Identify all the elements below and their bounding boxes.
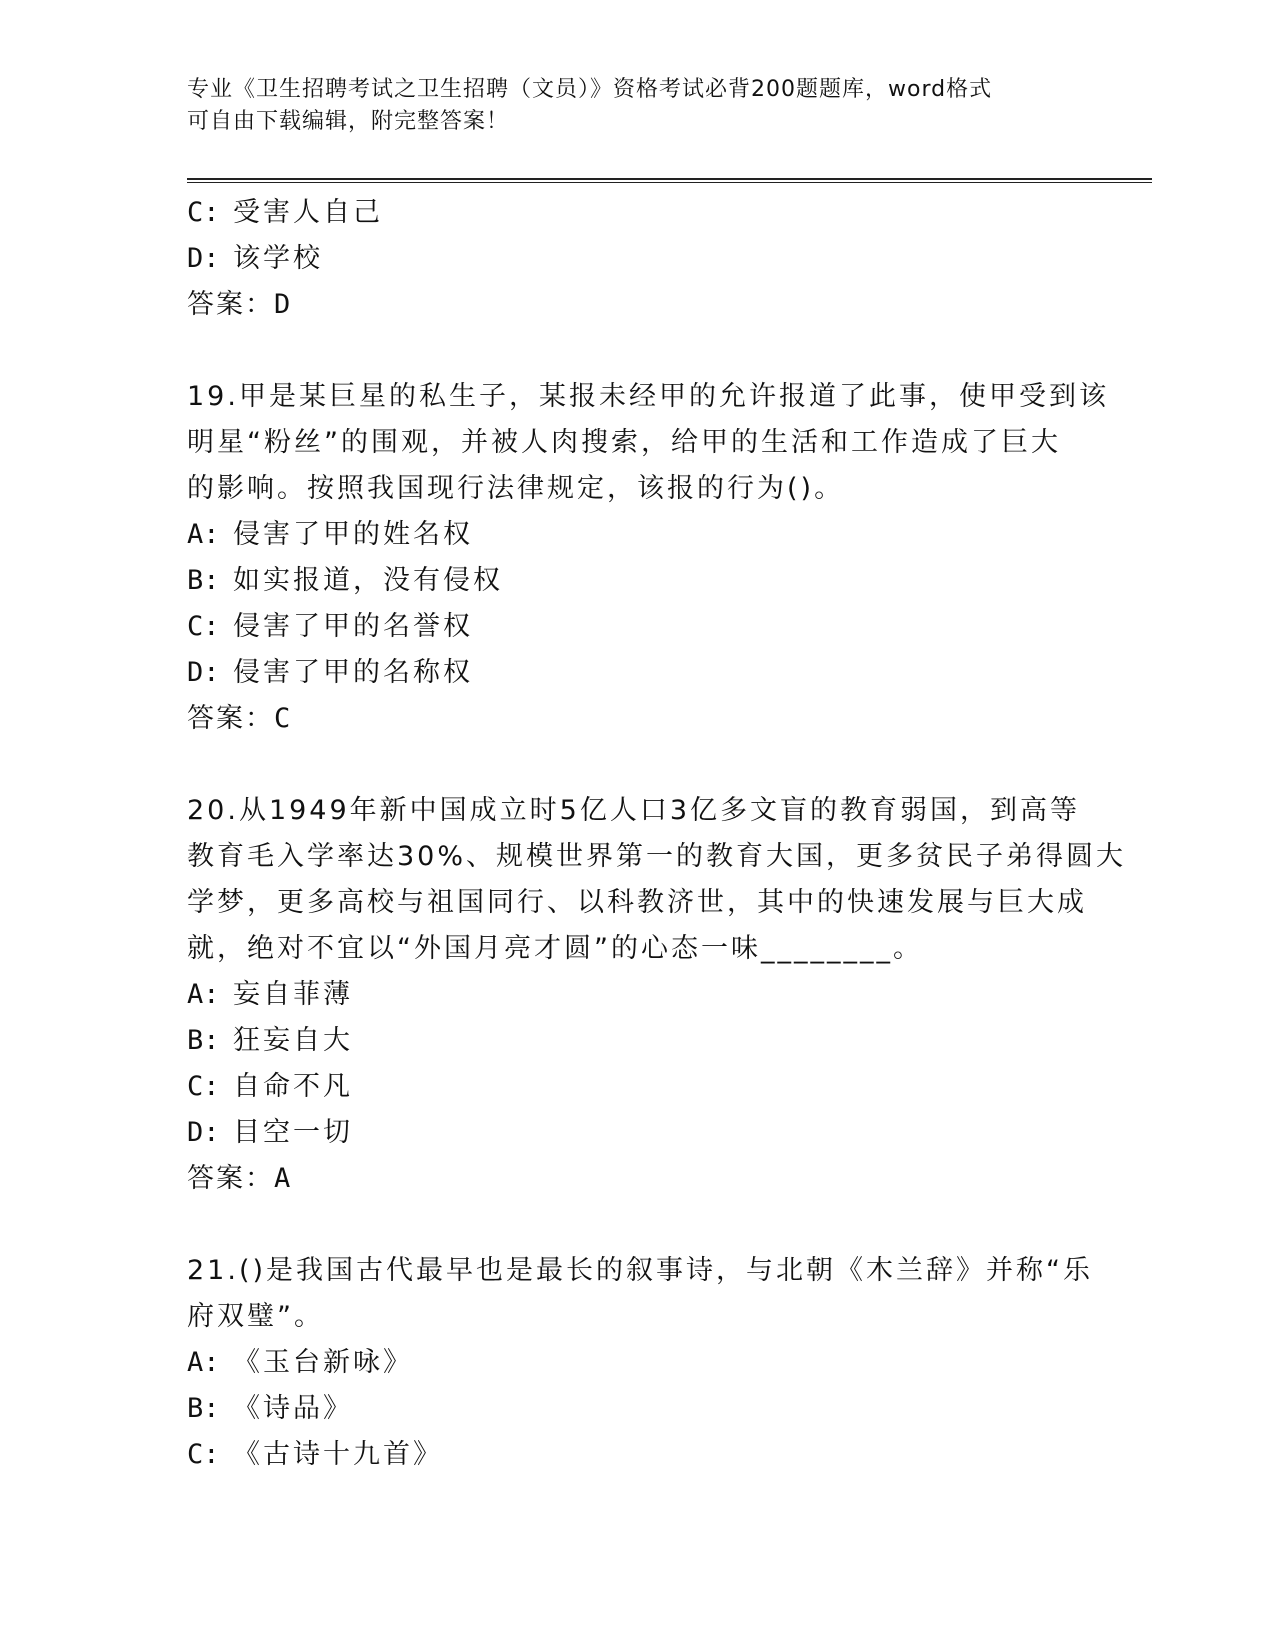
option-label: D: — [187, 1117, 220, 1148]
option-label: B: — [187, 1025, 220, 1056]
question-text-line: 就，绝对不宜以“外国月亮才圆”的心态一味________。 — [187, 933, 923, 964]
option-text: 侵害了甲的名称权 — [233, 657, 473, 688]
option-label: C: — [187, 1439, 220, 1470]
option-label: A: — [187, 979, 220, 1010]
header-rule-thin — [187, 182, 1152, 183]
option-b — [187, 1018, 1087, 1064]
question-text-line: 21.()是我国古代最早也是最长的叙事诗，与北朝《木兰辞》并称“乐 — [187, 1255, 1093, 1286]
option-a — [187, 1340, 1087, 1386]
answer-line — [187, 282, 1087, 328]
question-21 — [187, 1248, 1093, 1478]
answer-line — [187, 696, 1087, 742]
answer-value: A — [274, 1163, 293, 1194]
header-line-1: 专业《卫生招聘考试之卫生招聘（文员）》资格考试必背200题题库，word格式 — [187, 77, 993, 102]
question-text-line: 明星“粉丝”的围观，并被人肉搜索，给甲的生活和工作造成了巨大 — [187, 427, 1061, 458]
option-b — [187, 1386, 1087, 1432]
option-a — [187, 512, 1087, 558]
question-text-line: 的影响。按照我国现行法律规定，该报的行为()。 — [187, 473, 845, 504]
option-a — [187, 972, 1087, 1018]
option-text: 侵害了甲的姓名权 — [233, 519, 473, 550]
answer-label: 答案： — [187, 703, 274, 734]
option-text: 受害人自己 — [233, 197, 383, 228]
option-text: 该学校 — [233, 243, 323, 274]
question-text-line: 教育毛入学率达30%、规模世界第一的教育大国，更多贫民子弟得圆大 — [187, 841, 1127, 872]
option-b — [187, 558, 1087, 604]
option-c — [187, 1432, 1087, 1478]
option-text: 《诗品》 — [233, 1393, 353, 1424]
option-text: 如实报道，没有侵权 — [233, 565, 503, 596]
option-label: C: — [187, 197, 220, 228]
option-d — [187, 1110, 1087, 1156]
option-label: D: — [187, 243, 220, 274]
option-label: B: — [187, 565, 220, 596]
option-label: C: — [187, 1071, 220, 1102]
answer-value: D — [274, 289, 293, 320]
header-line-2: 可自由下载编辑，附完整答案！ — [187, 109, 510, 134]
question-19 — [187, 374, 1109, 742]
option-text: 侵害了甲的名誉权 — [233, 611, 473, 642]
question-18 — [187, 190, 1087, 328]
question-text-line: 学梦，更多高校与祖国同行、以科教济世，其中的快速发展与巨大成 — [187, 887, 1087, 918]
option-label: D: — [187, 657, 220, 688]
option-label: A: — [187, 1347, 220, 1378]
option-d — [187, 236, 1087, 282]
option-text: 目空一切 — [233, 1117, 353, 1148]
option-label: B: — [187, 1393, 220, 1424]
option-d — [187, 650, 1087, 696]
header-rule-thick — [187, 178, 1152, 180]
answer-label: 答案： — [187, 1163, 274, 1194]
question-text-line: 20.从1949年新中国成立时5亿人口3亿多文盲的教育弱国，到高等 — [187, 795, 1081, 826]
question-20 — [187, 788, 1127, 1202]
option-text: 妄自菲薄 — [233, 979, 353, 1010]
option-text: 《玉台新咏》 — [233, 1347, 413, 1378]
document-header — [187, 74, 1087, 138]
option-text: 狂妄自大 — [233, 1025, 353, 1056]
option-text: 《古诗十九首》 — [233, 1439, 443, 1470]
option-c — [187, 190, 1087, 236]
answer-line — [187, 1156, 1087, 1202]
option-c — [187, 1064, 1087, 1110]
question-content — [187, 190, 1127, 1478]
answer-value: C — [274, 703, 293, 734]
question-text-line: 19.甲是某巨星的私生子，某报未经甲的允许报道了此事，使甲受到该 — [187, 381, 1109, 412]
option-label: A: — [187, 519, 220, 550]
answer-label: 答案： — [187, 289, 274, 320]
question-text-line: 府双璧”。 — [187, 1301, 324, 1332]
option-c — [187, 604, 1087, 650]
option-label: C: — [187, 611, 220, 642]
option-text: 自命不凡 — [233, 1071, 353, 1102]
